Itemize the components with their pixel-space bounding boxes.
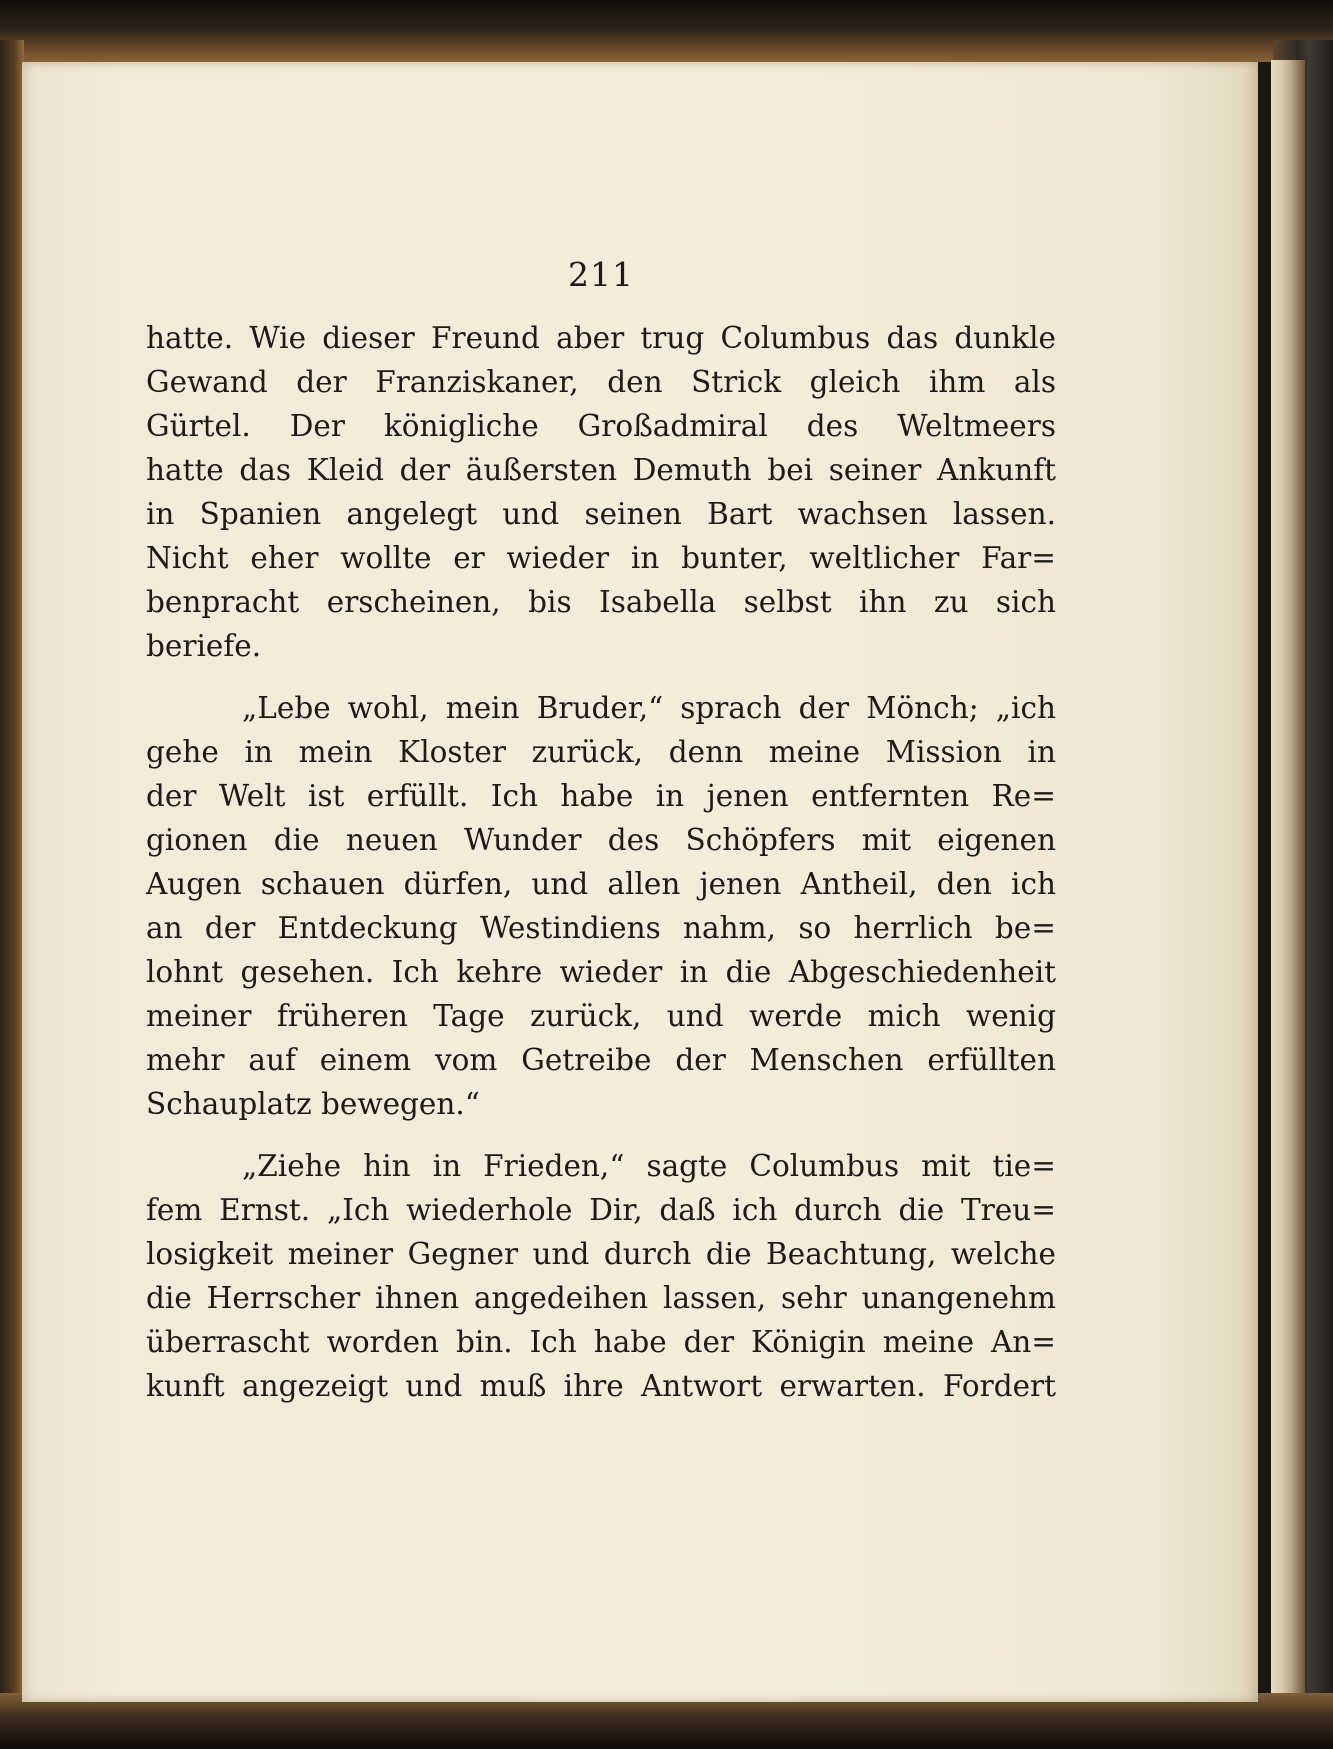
paragraph-2 bbox=[146, 686, 1056, 1126]
text-line: beriefe. bbox=[146, 629, 262, 663]
text-line: Nicht eher wollte er wieder in bunter, weltlicher Far= bbox=[146, 541, 1056, 575]
text-line: Schauplatz bewegen.“ bbox=[146, 1087, 480, 1121]
text-line: hatte das Kleid der äußersten Demuth bei seiner Ankunft bbox=[146, 453, 1056, 487]
text-line: mehr auf einem vom Getreibe der Menschen erfüllten bbox=[146, 1043, 1056, 1077]
page-text bbox=[146, 252, 1056, 1408]
book-binding-top bbox=[0, 0, 1333, 62]
text-line: „Ziehe hin in Frieden,“ sagte Columbus mit tie= bbox=[242, 1149, 1056, 1183]
paragraph-1 bbox=[146, 316, 1056, 668]
text-line: lohnt gesehen. Ich kehre wieder in die Abgeschiedenheit bbox=[146, 955, 1056, 989]
text-line: kunft angezeigt und muß ihre Antwort erwarten. Fordert bbox=[146, 1369, 1056, 1403]
text-line: losigkeit meiner Gegner und durch die Beachtung, welche bbox=[146, 1237, 1056, 1271]
page-number: 211 bbox=[568, 255, 634, 294]
page-stack-edge bbox=[1271, 60, 1305, 1700]
text-line: „Lebe wohl, mein Bruder,“ sprach der Mönch; „ich bbox=[242, 691, 1056, 725]
book-binding-left bbox=[0, 40, 24, 1749]
text-line: Gewand der Franziskaner, den Strick gleich ihm als bbox=[146, 365, 1056, 399]
text-line: Augen schauen dürfen, und allen jenen Antheil, den ich bbox=[146, 867, 1056, 901]
text-line: hatte. Wie dieser Freund aber trug Columbus das dunkle bbox=[146, 321, 1056, 355]
text-line: benpracht erscheinen, bis Isabella selbst ihn zu sich bbox=[146, 585, 1056, 619]
text-line: fem Ernst. „Ich wiederhole Dir, daß ich durch die Treu= bbox=[146, 1193, 1056, 1227]
text-line: Gürtel. Der königliche Großadmiral des Weltmeers bbox=[146, 409, 1056, 443]
text-line: die Herrscher ihnen angedeihen lassen, sehr unangenehm bbox=[146, 1281, 1056, 1315]
text-line: gionen die neuen Wunder des Schöpfers mit eigenen bbox=[146, 823, 1056, 857]
paragraph-3 bbox=[146, 1144, 1056, 1408]
text-line: in Spanien angelegt und seinen Bart wachsen lassen. bbox=[146, 497, 1056, 531]
text-line: meiner früheren Tage zurück, und werde mich wenig bbox=[146, 999, 1056, 1033]
text-line: der Welt ist erfüllt. Ich habe in jenen entfernten Re= bbox=[146, 779, 1056, 813]
text-line: überrascht worden bin. Ich habe der Königin meine An= bbox=[146, 1325, 1056, 1359]
text-line: an der Entdeckung Westindiens nahm, so herrlich be= bbox=[146, 911, 1056, 945]
text-line: gehe in mein Kloster zurück, denn meine Mission in bbox=[146, 735, 1056, 769]
book-page bbox=[22, 62, 1258, 1702]
